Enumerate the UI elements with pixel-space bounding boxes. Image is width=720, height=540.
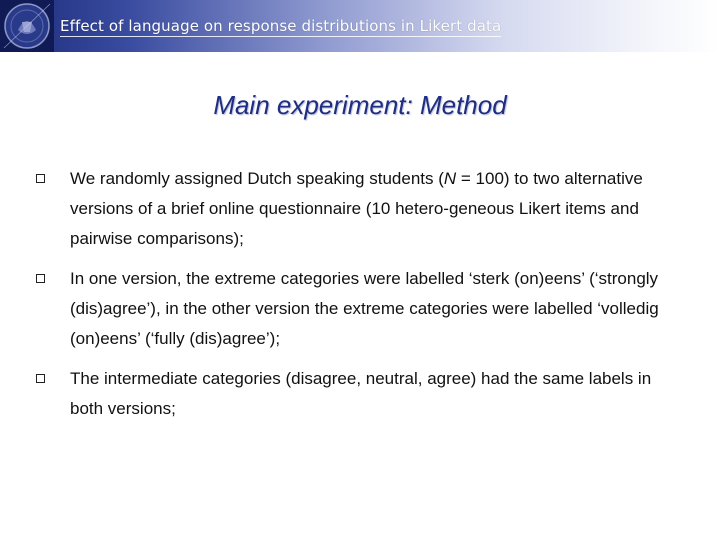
header-title: Effect of language on response distributions in Likert data: [60, 17, 502, 35]
university-seal-icon: [0, 0, 54, 52]
bullet-text-pre: We randomly assigned Dutch speaking students (: [70, 169, 444, 188]
bullet-item: [36, 164, 686, 254]
bullet-item: [36, 264, 686, 354]
square-bullet-icon: [36, 374, 45, 383]
header-bar: [0, 0, 720, 52]
bullet-list: [36, 164, 686, 434]
bullet-text: The intermediate categories (disagree, neutral, agree) had the same labels in both versions;: [70, 369, 652, 418]
slide-title: Main experiment: Method: [213, 90, 507, 120]
square-bullet-icon: [36, 274, 45, 283]
bullet-text: In one version, the extreme categories were labelled ‘sterk (on)eens’ (‘strongly (dis)agree’), in the other version the extreme categories were labelled ‘volledig (on)eens’ (‘fully (dis)agree’);: [70, 269, 659, 348]
bullet-text-post: = 100) to two alternative versions of a brief online questionnaire (10 hetero-geneous Likert items and pairwise comparisons);: [70, 169, 643, 248]
bullet-text-italic: N: [443, 169, 457, 188]
bullet-item: [36, 364, 686, 424]
square-bullet-icon: [36, 174, 45, 183]
